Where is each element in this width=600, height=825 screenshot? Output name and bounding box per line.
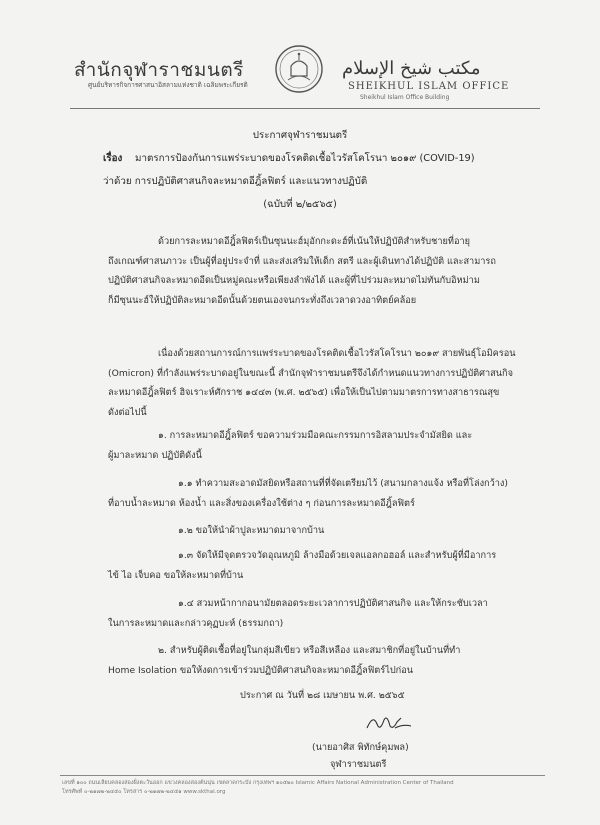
paragraph-line: เนื่องด้วยสถานการณ์การแพร่ระบาดของโรคติดเชื้อไวรัสโคโรนา ๒๐๑๙ สายพันธุ์โอมิครอน — [158, 348, 516, 359]
item-1-line-1: ๑. การละหมาดอีฎิ้ลฟิตร์ ขอความร่วมมือคณะกรรมการอิสลามประจำมัสยิด และ — [158, 430, 473, 441]
letterhead-divider — [70, 108, 540, 109]
handwritten-signature — [365, 712, 413, 734]
item-1-2: ๑.๒ ขอให้นำผ้าปูละหมาดมาจากบ้าน — [178, 525, 325, 536]
item-1-1-line-1: ๑.๑ ทำความสะอาดมัสยิดหรือสถานที่ที่จัดเตรียมไว้ (สนามกลางแจ้ง หรือที่โล่งกว้าง) — [178, 478, 509, 489]
item-1-3-line-1: ๑.๓ จัดให้มีจุดตรวจวัดอุณหภูมิ ล้างมือด้วยเจลแอลกอฮอล์ และสำหรับผู้ที่มีอาการ — [178, 550, 497, 561]
item-1-4-line-2: ในการละหมาดและกล่าวคุฏบะห์ (ธรรมกถา) — [108, 618, 284, 629]
paragraph-2 — [108, 344, 516, 422]
org-name-english: SHEIKHUL ISLAM OFFICE — [348, 81, 510, 92]
signatory-position: จุฬาราชมนตรี — [330, 759, 387, 770]
subject-text: มาตรการป้องกันการแพร่ระบาดของโรคติดเชื้อไวรัสโคโรนา ๒๐๑๙ (COVID-19) — [135, 153, 475, 164]
item-1-3-line-2: ไข้ ไอ เจ็บคอ ขอให้ละหมาดที่บ้าน — [108, 570, 244, 581]
item-1-4-line-1: ๑.๔ สวมหน้ากากอนามัยตลอดระยะเวลาการปฏิบัติศาสนกิจ และให้กระชับเวลา — [178, 598, 488, 609]
org-name-thai: สำนักจุฬาราชมนตรี — [74, 59, 244, 81]
org-name-arabic: مكتب شيخ الإسلام — [342, 58, 481, 79]
paragraph-line: ถึงเกณฑ์ศาสนภาวะ เป็นผู้ที่อยู่ประจำที่ และส่งเสริมให้เด็ก สตรี และผู้เดินทางได้ปฏิบัติ และสามารถ — [108, 255, 496, 267]
subject-line-2: ว่าด้วย การปฏิบัติศาสนกิจละหมาดอีฎิ้ลฟิตร์ และแนวทางปฏิบัติ — [103, 176, 368, 187]
footer-contact: โทรศัพท์ ๐-๒๑๗๒-๒๔๕๐ โทรสาร ๐-๒๑๗๒-๒๔๕๑ www.skthai.org — [62, 789, 226, 795]
footer-address: เลขที่ ๑๐๐ ถนนเลียบคลองสองฝั่งตะวันออก แขวงคลองสองต้นนุ่น เขตลาดกระบัง กรุงเทพฯ ๑๐๕๒๐ Islamic Affairs National Administration Center of Thailand — [62, 780, 454, 786]
seal-logo — [274, 44, 324, 94]
paragraph-line: ด้วยการละหมาดอีฎิ้ลฟิตร์เป็นซุนนะฮ์มุอักกะดะฮ์ที่เน้นให้ปฏิบัติสำหรับชายที่อายุ — [158, 236, 471, 247]
edition-number: (ฉบับที่ ๒/๒๕๖๕) — [263, 199, 337, 210]
item-1-1-line-2: ที่อาบน้ำละหมาด ห้องน้ำ และสิ่งของเครื่องใช้ต่าง ๆ ก่อนการละหมาดอีฎิ้ลฟิตร์ — [108, 498, 415, 509]
item-1-line-2: ผู้มาละหมาด ปฏิบัติดังนี้ — [108, 450, 202, 461]
signatory-name: (นายอาศิส พิทักษ์คุมพล) — [312, 742, 409, 753]
paragraph-line: (Omicron) ที่กำลังแพร่ระบาดอยู่ในขณะนี้ สำนักจุฬาราชมนตรีจึงได้กำหนดแนวทางการปฏิบัติศาสนกิจ — [108, 367, 513, 379]
item-2-line-2: Home Isolation ขอให้งดการเข้าร่วมปฏิบัติศาสนกิจละหมาดอีฎิ้ลฟิตร์ไปก่อน — [108, 665, 414, 676]
org-name-english-sub: Sheikhul Islam Office Building — [360, 94, 450, 101]
org-name-thai-sub: ศูนย์บริหารกิจการศาสนาอิสลามแห่งชาติ เฉลิมพระเกียรติ — [88, 81, 248, 89]
paragraph-1 — [108, 232, 496, 310]
paragraph-line: ปฏิบัติศาสนกิจละหมาดอีดเป็นหมู่คณะหรือเพียงลำพังได้ และผู้ที่ไปร่วมละหมาดไม่ทันกับอิหม่าม — [108, 275, 480, 286]
paragraph-line: ดังต่อไปนี้ — [108, 406, 147, 418]
item-2-line-1: ๒. สำหรับผู้ติดเชื้อที่อยู่ในกลุ่มสีเขียว หรือสีเหลือง และสมาชิกที่อยู่ในบ้านที่ทำ — [158, 645, 461, 656]
announcement-title: ประกาศจุฬาราชมนตรี — [252, 130, 348, 141]
subject-label: เรื่อง — [103, 153, 123, 164]
footer-divider — [60, 775, 545, 776]
date-line: ประกาศ ณ วันที่ ๒๘ เมษายน พ.ศ. ๒๕๖๕ — [240, 690, 405, 701]
paragraph-line: ก็มีซุนนะฮ์ให้ปฏิบัติละหมาดอีดนั้นด้วยตนเองจนกระทั่งถึงเวลาดวงอาทิตย์คล้อย — [108, 294, 417, 306]
paragraph-line: ละหมาดอีฎิ้ลฟิตร์ ฮิจเราะห์ศักราช ๑๔๔๓ (พ.ศ. ๒๕๖๕) เพื่อให้เป็นไปตามมาตรการทางสาธารณสุข — [108, 387, 500, 398]
